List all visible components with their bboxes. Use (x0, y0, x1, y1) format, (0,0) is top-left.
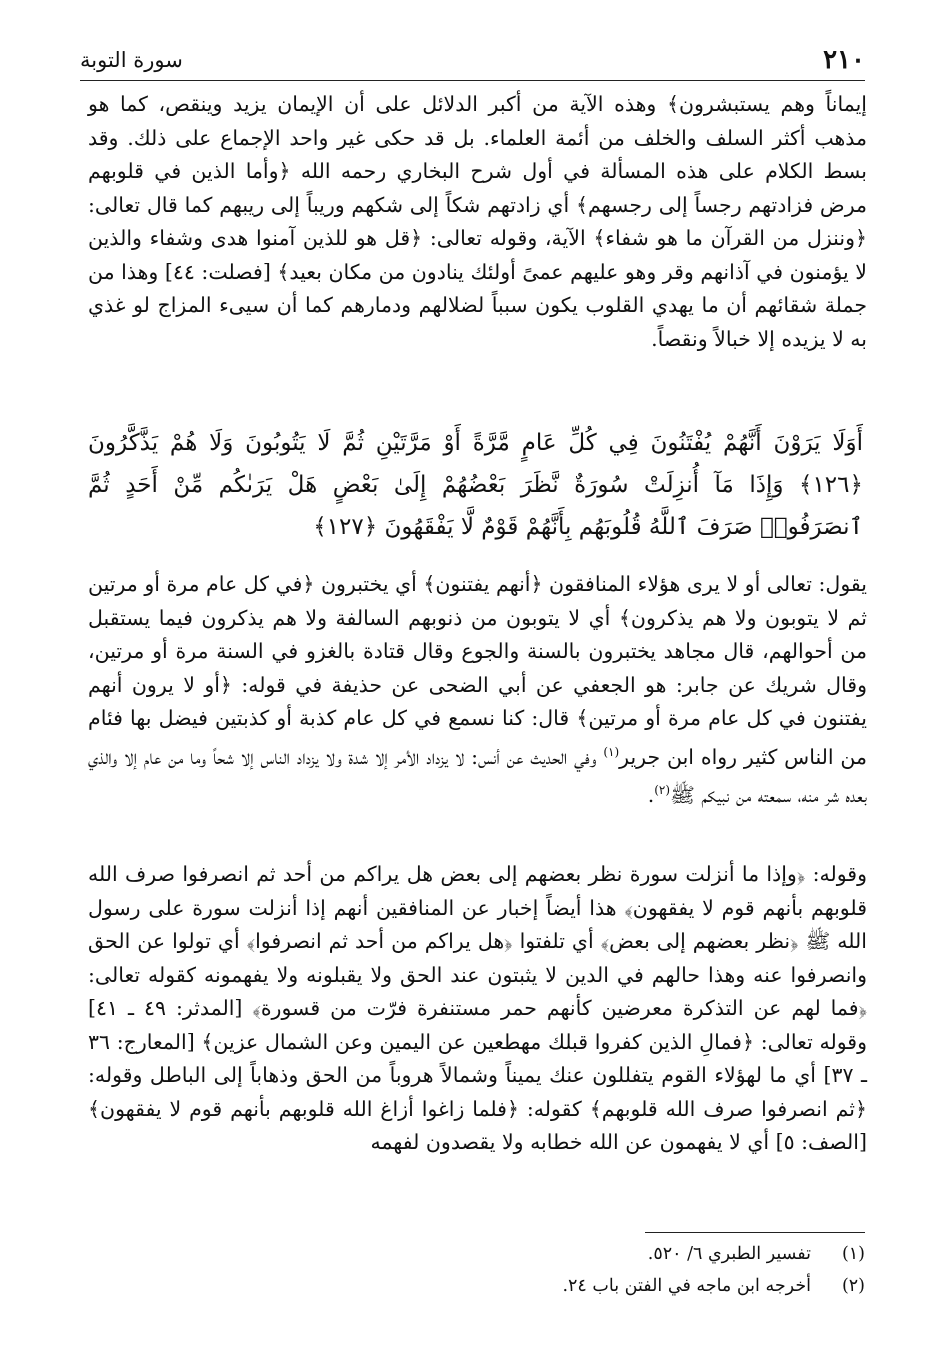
quran-verse: أَوَلَا يَرَوْنَ أَنَّهُمْ يُفْتَنُونَ فِي كُلِّ عَامٍ مَّرَّةً أَوْ مَرَّتَيْنِ ثُمَّ لَا يَتُوبُونَ وَلَا هُمْ يَذَّكَّرُونَ ﴿١٢٦﴾ وَإِذَا مَآ أُنزِلَتْ سُورَةٌ نَّظَرَ بَعْضُهُمْ إِلَىٰ بَعْضٍ هَلْ يَرَىٰكُم مِّنْ أَحَدٍ ثُمَّ ٱنصَرَفُوا۟ صَرَفَ ٱللَّهُ قُلُوبَهُم بِأَنَّهُمْ قَوْمٌ لَّا يَفْقَهُونَ ﴿١٢٧﴾ (88, 430, 863, 540)
paragraph-commentary (88, 568, 867, 812)
footnote-ref-1: (١) (603, 744, 620, 759)
commentary-text-tail: وفي الحديث عن أنس: لا يزداد الأمر إلا شدة ولا يزداد الناس إلا شحاً وما من عام إلا والذي بعده شر منه، سمعته من نبيكم ﷺ (88, 744, 867, 807)
commentary-text: يقول: تعالى أو لا يرى هؤلاء المنافقون ﴿أنهم يفتنون﴾ أي يختبرون ﴿في كل عام مرة أو مرتين ثم لا يتوبون ولا هم يذكرون﴾ أي لا يتوبون من ذنوبهم السالفة ولا هم يذكرون فيما يستقبل من أحوالهم، قال مجاهد يختبرون بالسنة والجوع وقال قتادة بالغزو في السنة مرة أو مرتين، وقال شريك عن جابر: هو الجعفي عن أبي الضحى عن حذيفة في قوله: ﴿أو لا يرون أنهم يفتنون في كل عام مرة أو مرتين﴾ قال: كنا نسمع في كل عام كذبة أو كذبتين فيضل بها فئام من الناس كثير رواه ابن جرير (88, 572, 867, 769)
page-number: ٢١٠ (823, 45, 865, 75)
page-header (80, 40, 865, 81)
paragraph-commentary-2: وقوله: ﴿وإذا ما أنزلت سورة نظر بعضهم إلى بعض هل يراكم من أحد ثم انصرفوا صرف الله قلوبهم بأنهم قوم لا يفقهون﴾ هذا أيضاً إخبار عن المنافقين أنهم إذا أنزلت سورة على رسول الله ﷺ ﴿نظر بعضهم إلى بعض﴾ أي تلفتوا ﴿هل يراكم من أحد ثم انصرفوا﴾ أي تولوا عن الحق وانصرفوا عنه وهذا حالهم في الدين لا يثبتون عند الحق ولا يقبلونه ولا يفهمونه كقوله تعالى: ﴿فما لهم عن التذكرة معرضين كأنهم حمر مستنفرة فرّت من قسورة﴾ [المدثر: ٤٩ ـ ٤١] وقوله تعالى: ﴿فمالِ الذين كفروا قبلك مهطعين عن اليمين وعن الشمال عزين﴾ [المعارج: ٣٦ ـ ٣٧] أي ما لهؤلاء القوم يتفللون عنك يميناً وشمالاً هروباً من الحق وذهاباً إلى الباطل وقوله: ﴿ثم انصرفوا صرف الله قلوبهم﴾ كقوله: ﴿فلما زاغوا أزاغ الله قلوبهم بأنهم قوم لا يفقهون﴾ [الصف: ٥] أي لا يفهمون عن الله خطابه ولا يقصدون لفهمه (88, 862, 868, 1154)
footnote-number: (١) (841, 1244, 865, 1264)
footnote-text: تفسير الطبري ٦/ ٥٢٠. (647, 1244, 811, 1264)
footnote-ref-2: (٢) (654, 782, 671, 797)
footnote-text: أخرجه ابن ماجه في الفتن باب ٢٤. (562, 1276, 811, 1296)
footnote-divider (645, 1232, 865, 1233)
commentary-end: . (647, 782, 655, 807)
footnote-item (88, 1238, 865, 1270)
paragraph-intro: إيماناً وهم يستبشرون﴾ وهذه الآية من أكبر الدلائل على أن الإيمان يزيد وينقص، كما هو مذهب أكثر السلف والخلف من أئمة العلماء. بل قد حكى غير واحد الإجماع على ذلك. وقد بسط الكلام على هذه المسألة في أول شرح البخاري رحمه الله ﴿وأما الذين في قلوبهم مرض فزادتهم رجساً إلى رجسهم﴾ أي زادتهم شكاً إلى شكهم وريباً إلى ريبهم كما قال تعالى: ﴿وننزل من القرآن ما هو شفاء﴾ الآية، وقوله تعالى: ﴿قل هو للذين آمنوا هدى وشفاء والذين لا يؤمنون في آذانهم وقر وهو عليهم عمىً أولئك ينادون من مكان بعيد﴾ [فصلت: ٤٤] وهذا من جملة شقائهم أن ما يهدي القلوب يكون سبباً لضلالهم ودمارهم كما أن سيىء المزاج لو غذي به لا يزيده إلا خبالاً ونقصاً. (88, 92, 867, 351)
footnote-number: (٢) (841, 1276, 865, 1296)
footnote-item (88, 1270, 865, 1302)
surah-title: سورة التوبة (80, 48, 183, 72)
footnotes (88, 1238, 865, 1302)
